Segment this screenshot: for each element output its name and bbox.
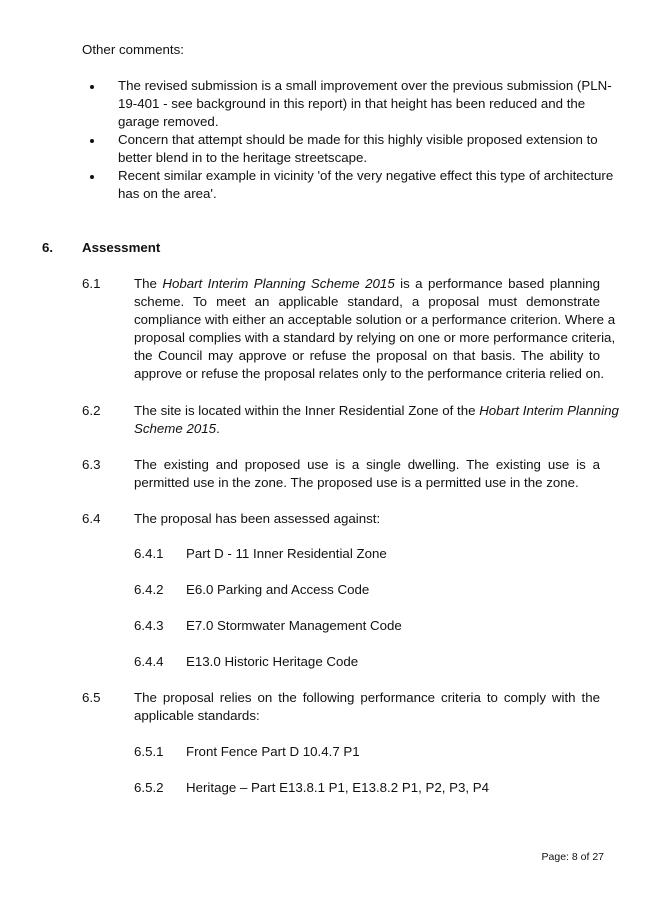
item-6-4-2-text: E6.0 Parking and Access Code: [186, 582, 370, 597]
bullet-3-line-2: has on the area'.: [118, 186, 217, 201]
bullet-1-line-1: The revised submission is a small improvement over the previous submission (PLN-: [118, 78, 612, 93]
item-6-5-2-text: Heritage – Part E13.8.1 P1, E13.8.2 P1, P2, P3, P4: [186, 780, 490, 795]
para-6-1-number: 6.1: [82, 276, 101, 291]
item-6-4-4-number: 6.4.4: [134, 654, 164, 669]
other-comments-heading: Other comments:: [82, 42, 184, 57]
para-6-1-line-2: scheme. To meet an applicable standard, a proposal must demonstrate: [134, 294, 600, 309]
para-6-2-text: The site is located within the Inner Residential Zone of the: [134, 403, 480, 418]
item-6-4-4-text: E13.0 Historic Heritage Code: [186, 654, 359, 669]
para-6-1-line-6: approve or refuse the proposal relates only to the performance criteria relied on.: [134, 366, 605, 381]
bullet-icon: [90, 139, 94, 143]
item-6-5-1-text: Front Fence Part D 10.4.7 P1: [186, 744, 360, 759]
item-6-4-1-number: 6.4.1: [134, 546, 164, 561]
para-6-2-line-1: [134, 402, 619, 420]
scheme-name: Hobart Interim Planning: [479, 403, 619, 418]
para-6-2-text: .: [216, 421, 220, 436]
bullet-1-line-3: garage removed.: [118, 114, 219, 129]
section-title: Assessment: [82, 240, 161, 255]
para-6-5-line-2: applicable standards:: [134, 708, 260, 723]
para-6-5-number: 6.5: [82, 690, 101, 705]
bullet-icon: [90, 175, 94, 179]
para-6-1-text: is a performance based planning: [394, 276, 601, 291]
item-6-4-3-number: 6.4.3: [134, 618, 164, 633]
para-6-1-line-1: [134, 275, 600, 293]
para-6-3-line-2: permitted use in the zone. The proposed use is a permitted use in the zone.: [134, 475, 579, 490]
scheme-name: Hobart Interim Planning Scheme 2015: [162, 276, 395, 291]
item-6-4-3-text: E7.0 Stormwater Management Code: [186, 618, 402, 633]
bullet-icon: [90, 85, 94, 89]
bullet-1-line-2: 19-401 - see background in this report) in that height has been reduced and the: [118, 96, 586, 111]
para-6-1-text: The: [134, 276, 163, 291]
section-number: 6.: [42, 240, 54, 255]
para-6-2-line-2: [134, 420, 600, 438]
para-6-1-line-3: compliance with either an acceptable solution or a performance criterion. Where a: [134, 312, 616, 327]
para-6-2-number: 6.2: [82, 403, 101, 418]
scheme-name: Scheme 2015: [134, 421, 217, 436]
bullet-3-line-1: Recent similar example in vicinity 'of the very negative effect this type of architecture: [118, 168, 614, 183]
item-6-5-1-number: 6.5.1: [134, 744, 164, 759]
item-6-4-2-number: 6.4.2: [134, 582, 164, 597]
para-6-3-line-1: The existing and proposed use is a single dwelling. The existing use is a: [134, 457, 600, 472]
item-6-5-2-number: 6.5.2: [134, 780, 164, 795]
bullet-2-line-1: Concern that attempt should be made for this highly visible proposed extension to: [118, 132, 598, 147]
para-6-4-number: 6.4: [82, 511, 101, 526]
para-6-5-line-1: The proposal relies on the following performance criteria to comply with the: [134, 690, 600, 705]
para-6-1-line-4: proposal complies with a standard by relying on one or more performance criteria,: [134, 330, 616, 345]
para-6-4-text: The proposal has been assessed against:: [134, 511, 381, 526]
para-6-3-number: 6.3: [82, 457, 101, 472]
page-number: Page: 8 of 27: [541, 851, 604, 863]
para-6-1-line-5: the Council may approve or refuse the proposal on that basis. The ability to: [134, 348, 600, 363]
item-6-4-1-text: Part D - 11 Inner Residential Zone: [186, 546, 387, 561]
bullet-2-line-2: better blend in to the heritage streetscape.: [118, 150, 368, 165]
